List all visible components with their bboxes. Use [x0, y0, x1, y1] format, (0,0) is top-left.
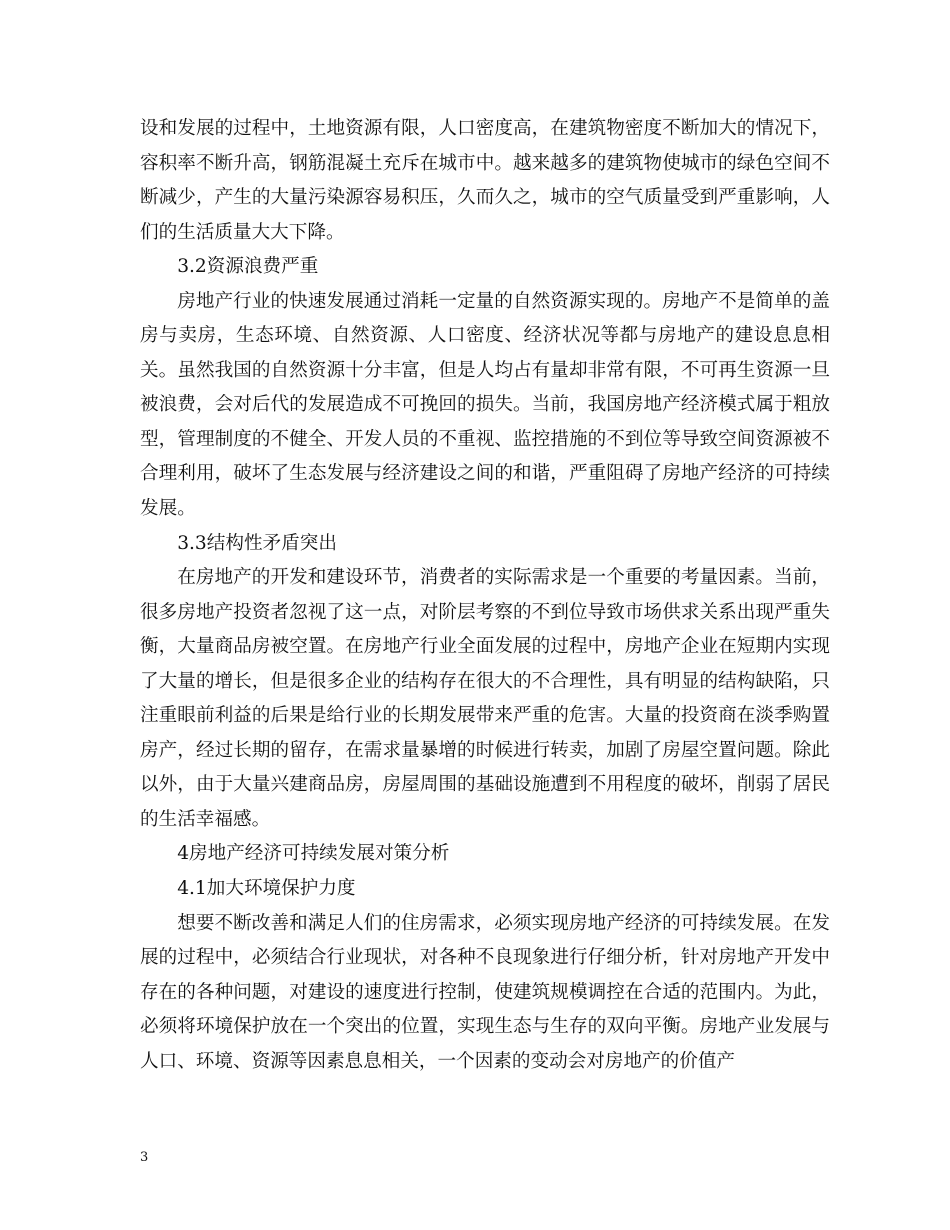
- paragraph-intro-continued: 设和发展的过程中，土地资源有限，人口密度高，在建筑物密度不断加大的情况下，容积率不断升高，钢筋混凝土充斥在城市中。越来越多的建筑物使城市的绿色空间不断减少，产生的大量污染源容易积压，久而久之，城市的空气质量受到严重影响，人们的生活质量大大下降。: [140, 118, 830, 243]
- paragraph-environmental-protection: 想要不断改善和满足人们的住房需求，必须实现房地产经济的可持续发展。在发展的过程中，必须结合行业现状，对各种不良现象进行仔细分析，针对房地产开发中存在的各种问题，对建设的速度进行控制，使建筑规模调控在合适的范围内。为此，必须将环境保护放在一个突出的位置，实现生态与生存的双向平衡。房地产业发展与人口、环境、资源等因素息息相关，一个因素的变动会对房地产的价值产: [140, 912, 830, 1072]
- paragraph-resource-waste: 房地产行业的快速发展通过消耗一定量的自然资源实现的。房地产不是简单的盖房与卖房，生态环境、自然资源、人口密度、经济状况等都与房地产的建设息息相关。虽然我国的自然资源十分丰富，但是人均占有量却非常有限，不可再生资源一旦被浪费，会对后代的发展造成不可挽回的损失。当前，我国房地产经济模式属于粗放型，管理制度的不健全、开发人员的不重视、监控措施的不到位等导致空间资源被不合理利用，破坏了生态发展与经济建设之间的和谐，严重阻碍了房地产经济的可持续发展。: [140, 290, 830, 520]
- page-number: 3: [140, 1150, 149, 1165]
- document-body: [140, 112, 830, 1079]
- paragraph-structural-conflict: 在房地产的开发和建设环节，消费者的实际需求是一个重要的考量因素。当前，很多房地产投资者忽视了这一点，对阶层考察的不到位导致市场供求关系出现严重失衡，大量商品房被空置。在房地产行业全面发展的过程中，房地产企业在短期内实现了大量的增长，但是很多企业的结构存在很大的不合理性，具有明显的结构缺陷，只注重眼前利益的后果是给行业的长期发展带来严重的危害。大量的投资商在淡季购置房产，经过长期的留存，在需求量暴增的时候进行转卖，加剧了房屋空置问题。除此以外，由于大量兴建商品房，房屋周围的基础设施遭到不用程度的破坏，削弱了居民的生活幸福感。: [140, 567, 830, 830]
- section-heading-4: 4房地产经济可持续发展对策分析: [177, 843, 450, 865]
- section-heading-3-2: 3.2资源浪费严重: [177, 256, 319, 278]
- section-heading-4-1: 4.1加大环境保护力度: [177, 878, 356, 900]
- section-heading-3-3: 3.3结构性矛盾突出: [177, 532, 337, 554]
